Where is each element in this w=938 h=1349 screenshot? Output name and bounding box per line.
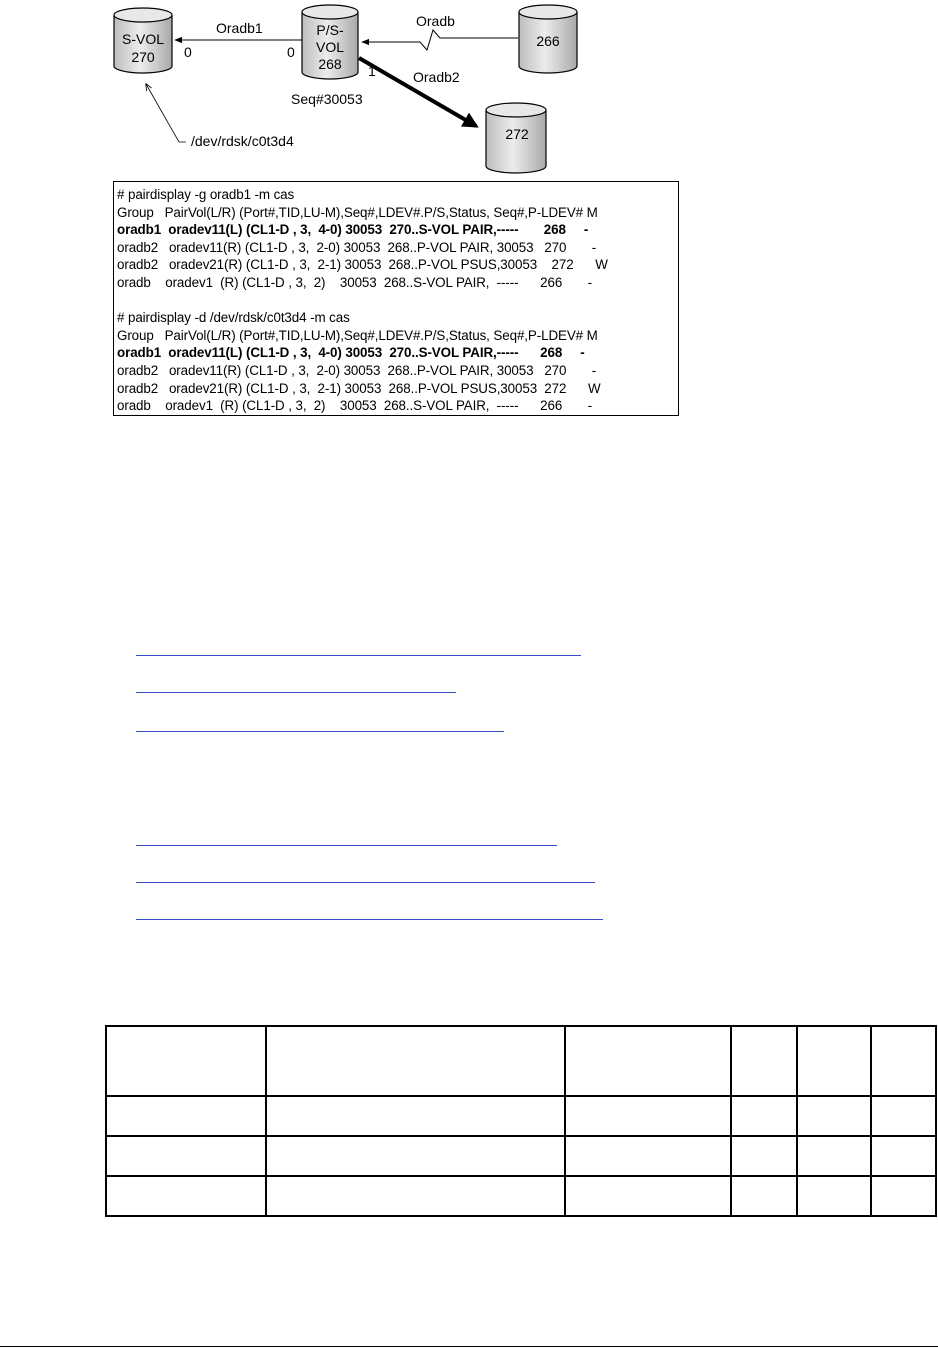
vol-272-label: 272 xyxy=(505,126,529,142)
console-output-line: oradb2 oradev21(R) (CL1-D , 3, 2-1) 30053 268..P-VOL PSUS,30053 272 W xyxy=(117,380,601,396)
console-output-line: oradb oradev1 (R) (CL1-D , 3, 2) 30053 268..S-VOL PAIR, ----- 266 - xyxy=(117,398,592,414)
oradb2-label: Oradb2 xyxy=(413,69,460,85)
oradb-label: Oradb xyxy=(416,13,455,29)
table-header-cell xyxy=(797,1026,871,1096)
table-cell xyxy=(266,1176,565,1216)
table-cell xyxy=(731,1176,797,1216)
console-output-line: oradb1 oradev11(L) (CL1-D , 3, 4-0) 30053 270..S-VOL PAIR,----- 268 - xyxy=(117,222,589,238)
psvol-ldev: 268 xyxy=(318,56,342,72)
console-command-line: # pairdisplay -d /dev/rdsk/c0t3d4 -m cas xyxy=(117,310,350,326)
vol-266-cylinder-icon xyxy=(519,5,577,73)
console-output-line: oradb1 oradev11(L) (CL1-D , 3, 4-0) 30053 270..S-VOL PAIR,----- 268 - xyxy=(117,345,585,361)
hyperlink-5[interactable] xyxy=(136,882,595,883)
table-row xyxy=(106,1176,936,1216)
table-cell xyxy=(871,1176,936,1216)
table-cell xyxy=(797,1176,871,1216)
psvol-268-cylinder-icon xyxy=(302,5,358,79)
table-cell xyxy=(106,1176,266,1216)
console-output-line: oradb2 oradev11(R) (CL1-D , 3, 2-0) 30053 268..P-VOL PAIR, 30053 270 - xyxy=(117,363,597,378)
hyperlink-6[interactable] xyxy=(136,919,603,920)
console-output-line: oradb2 oradev21(R) (CL1-D , 3, 2-1) 30053 268..P-VOL PSUS,30053 272 W xyxy=(117,257,608,273)
footer-rule xyxy=(0,1346,938,1347)
table-cell xyxy=(106,1136,266,1176)
table-header-cell xyxy=(871,1026,936,1096)
console-output-line: Group PairVol(L/R) (Port#,TID,LU-M),Seq#,LDEV#.P/S,Status, Seq#,P-LDEV# M xyxy=(117,327,598,343)
device-path-label: /dev/rdsk/c0t3d4 xyxy=(191,133,294,149)
table-cell xyxy=(871,1136,936,1176)
table-row xyxy=(106,1136,936,1176)
svol-ldev: 270 xyxy=(131,49,155,65)
table-cell xyxy=(266,1096,565,1136)
table-header-cell xyxy=(266,1026,565,1096)
table-header-row xyxy=(106,1026,936,1096)
hyperlink-2[interactable] xyxy=(136,692,456,693)
table-cell xyxy=(797,1096,871,1136)
table-cell xyxy=(565,1136,731,1176)
table-cell xyxy=(731,1136,797,1176)
mu-svol-label: 0 xyxy=(184,44,192,60)
svol-270-cylinder-icon xyxy=(114,8,172,73)
table-cell xyxy=(565,1096,731,1136)
psvol-label-line2: VOL xyxy=(315,39,345,55)
table-header-cell xyxy=(731,1026,797,1096)
mu-psvol-left-label: 0 xyxy=(287,44,295,60)
hyperlink-4[interactable] xyxy=(136,845,557,846)
console-command-line: # pairdisplay -g oradb1 -m cas xyxy=(117,187,295,202)
table-cell xyxy=(266,1136,565,1176)
console-output-line: oradb2 oradev11(R) (CL1-D , 3, 2-0) 30053 268..P-VOL PAIR, 30053 270 - xyxy=(117,239,597,255)
empty-table xyxy=(105,1025,937,1217)
table-cell xyxy=(797,1136,871,1176)
svol-label: S-VOL xyxy=(121,31,165,47)
hyperlink-3[interactable] xyxy=(136,731,504,732)
console-output-line: Group PairVol(L/R) (Port#,TID,LU-M),Seq#,LDEV#.P/S,Status, Seq#,P-LDEV# M xyxy=(117,204,598,220)
table-cell xyxy=(731,1096,797,1136)
table-row xyxy=(106,1096,936,1136)
mu-psvol-right-label: 1 xyxy=(368,63,376,79)
table-cell xyxy=(871,1096,936,1136)
vol-272-cylinder-icon xyxy=(486,103,546,173)
oradb-remote-link-arrow xyxy=(362,30,518,50)
console-output-line: oradb oradev1 (R) (CL1-D , 3, 2) 30053 268..S-VOL PAIR, ----- 266 - xyxy=(117,275,592,290)
hyperlink-1[interactable] xyxy=(136,655,581,656)
psvol-label-line1: P/S- xyxy=(316,22,344,38)
pairdisplay-console-output xyxy=(113,181,679,416)
table-header-cell xyxy=(565,1026,731,1096)
device-path-callout-arrow xyxy=(146,84,186,142)
vol-266-label: 266 xyxy=(536,33,560,49)
table-cell xyxy=(565,1176,731,1216)
table-cell xyxy=(106,1096,266,1136)
serial-number-label: Seq#30053 xyxy=(291,91,363,107)
table-header-cell xyxy=(106,1026,266,1096)
oradb1-label: Oradb1 xyxy=(216,20,263,36)
